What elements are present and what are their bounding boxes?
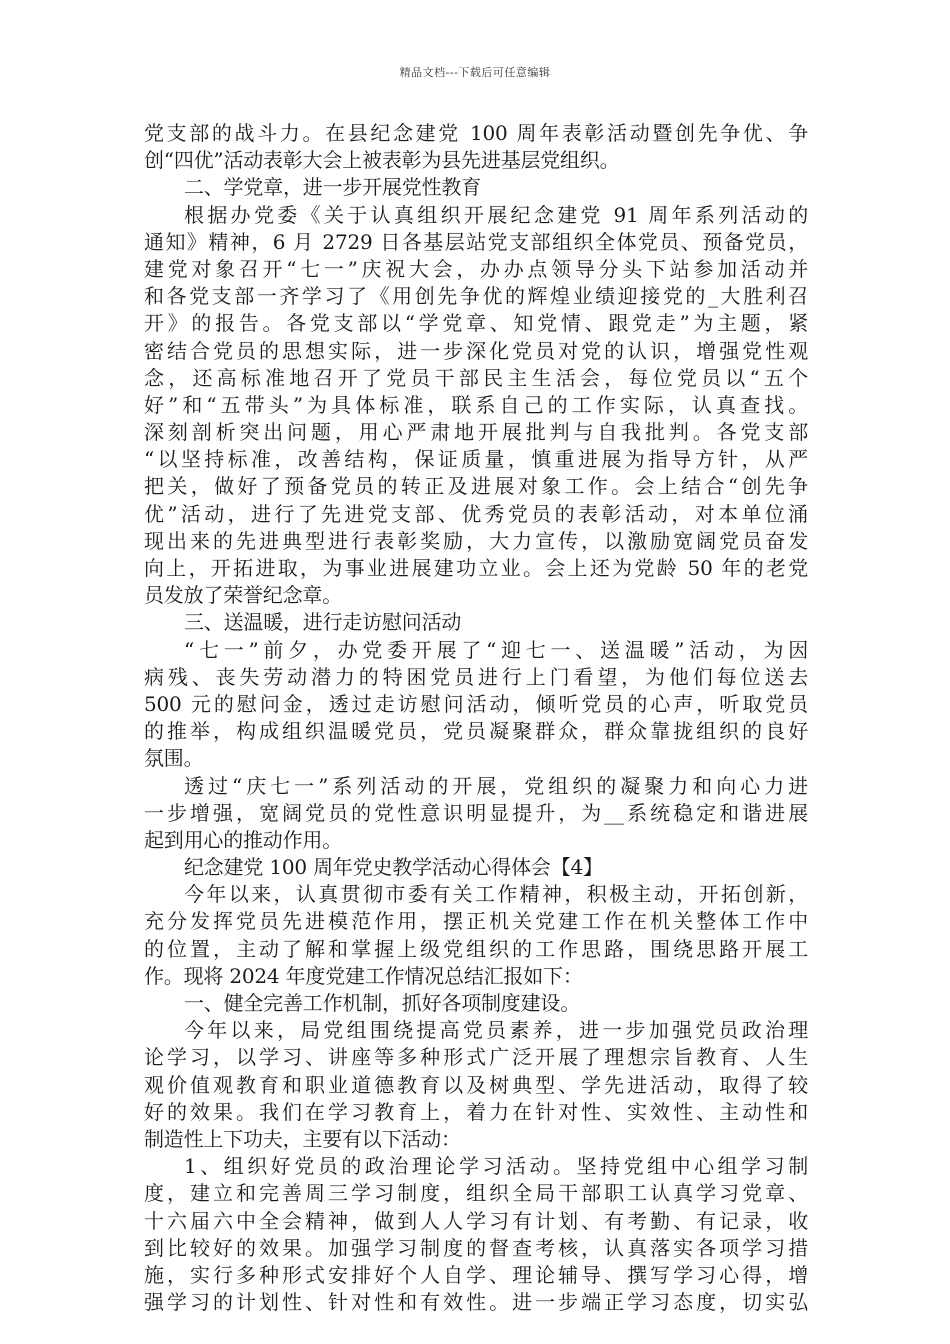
text-line: 建党对象召开“七一”庆祝大会，办办点领导分头下站参加活动并 — [144, 256, 808, 281]
text-line: 今年以来，局党组围绕提高党员素养，进一步加强党员政治理 — [184, 1018, 808, 1043]
text-line: 今年以来，认真贯彻市委有关工作精神，积极主动，开拓创新， — [184, 882, 808, 907]
text-line: 透过“庆七一”系列活动的开展，党组织的凝聚力和向心力进 — [184, 773, 808, 798]
text-line: 制造性上下功夫，主要有以下活动： — [144, 1126, 461, 1151]
text-line: 通知》精神，6 月 2729 日各基层站党支部组织全体党员、预备党员， — [144, 229, 808, 254]
text-line: 党支部的战斗力。在县纪念建党 100 周年表彰活动暨创先争优、争 — [144, 121, 808, 145]
text-line: 到比较好的效果。加强学习制度的督查考核，认真落实各项学习措 — [144, 1235, 808, 1260]
text-line: 500 元的慰问金，透过走访慰问活动，倾听党员的心声，听取党员 — [144, 691, 808, 716]
text-line: 起到用心的推动作用。 — [144, 827, 342, 852]
page-header: 精品文档---下载后可任意编辑 — [399, 66, 551, 79]
text-line: 充分发挥党员先进模范作用，摆正机关党建工作在机关整体工作中 — [144, 909, 808, 934]
text-line: 员发放了荣誉纪念章。 — [144, 583, 342, 608]
text-line: 纪念建党 100 周年党史教学活动心得体会【4】 — [184, 855, 603, 880]
text-line: 三、送温暖，进行走访慰问活动 — [184, 610, 462, 635]
text-line: 念，还高标准地召开了党员干部民主生活会，每位党员以“五个 — [144, 365, 808, 390]
text-line: 十六届六中全会精神，做到人人学习有计划、有考勤、有记录，收 — [144, 1208, 808, 1233]
text-line: 病残、丧失劳动潜力的特困党员进行上门看望，为他们每位送去 — [144, 664, 808, 689]
text-line: 的推举，构成组织温暖党员，党员凝聚群众，群众靠拢组织的良好 — [144, 719, 808, 744]
text-line: “七一”前夕，办党委开展了“迎七一、送温暖”活动，为因 — [184, 637, 808, 662]
text-line: 向上，开拓进取，为事业进展建功立业。会上还为党龄 50 年的老党 — [144, 556, 808, 580]
text-line: 创“四优”活动表彰大会上被表彰为县先进基层党组织。 — [144, 148, 620, 173]
text-line: 一步增强，宽阔党员的党性意识明显提升，为__系统稳定和谐进展 — [144, 800, 808, 825]
text-line: 现出来的先进典型进行表彰奖励，大力宣传，以激励宽阔党员奋发 — [144, 528, 808, 553]
text-line: 把关，做好了预备党员的转正及进展对象工作。会上结合“创先争 — [144, 474, 808, 499]
text-line: 密结合党员的思想实际，进一步深化党员对党的认识，增强党性观 — [144, 338, 808, 363]
text-line: 1、组织好党员的政治理论学习活动。坚持党组中心组学习制 — [184, 1154, 808, 1179]
text-line: 深刻剖析突出问题，用心严肃地开展批判与自我批判。各党支部 — [144, 420, 808, 445]
text-line: 一、健全完善工作机制，抓好各项制度建设。 — [184, 991, 580, 1015]
text-line: 度，建立和完善周三学习制度，组织全局干部职工认真学习党章、 — [144, 1181, 808, 1206]
text-line: 优”活动，进行了先进党支部、优秀党员的表彰活动，对本单位涌 — [144, 501, 808, 526]
document-body — [144, 120, 808, 1316]
text-line: 氛围。 — [144, 746, 204, 771]
text-line: 强学习的计划性、针对性和有效性。进一步端正学习态度，切实弘 — [144, 1290, 808, 1315]
text-line: 施，实行多种形式安排好个人自学、理论辅导、撰写学习心得，增 — [144, 1262, 808, 1287]
text-line: 和各党支部一齐学习了《用创先争优的辉煌业绩迎接党的_大胜利召 — [144, 284, 808, 309]
text-line: 论学习，以学习、讲座等多种形式广泛开展了理想宗旨教育、人生 — [144, 1045, 808, 1070]
text-line: 好的效果。我们在学习教育上，着力在针对性、实效性、主动性和 — [144, 1099, 808, 1124]
text-line: 观价值观教育和职业道德教育以及树典型、学先进活动，取得了较 — [144, 1072, 808, 1097]
text-line: 根据办党委《关于认真组织开展纪念建党 91 周年系列活动的 — [184, 202, 808, 227]
text-line: 作。现将 2024 年度党建工作情况总结汇报如下： — [144, 963, 583, 988]
text-line: 开》的报告。各党支部以“学党章、知党情、跟党走”为主题，紧 — [144, 311, 808, 336]
text-line: 好”和“五带头”为具体标准，联系自己的工作实际，认真查找。 — [144, 392, 808, 417]
text-line: 二、学党章，进一步开展党性教育 — [184, 175, 481, 200]
text-line: “以坚持标准，改善结构，保证质量，慎重进展为指导方针，从严 — [144, 447, 808, 472]
text-line: 的位置，主动了解和掌握上级党组织的工作思路，围绕思路开展工 — [144, 936, 808, 961]
